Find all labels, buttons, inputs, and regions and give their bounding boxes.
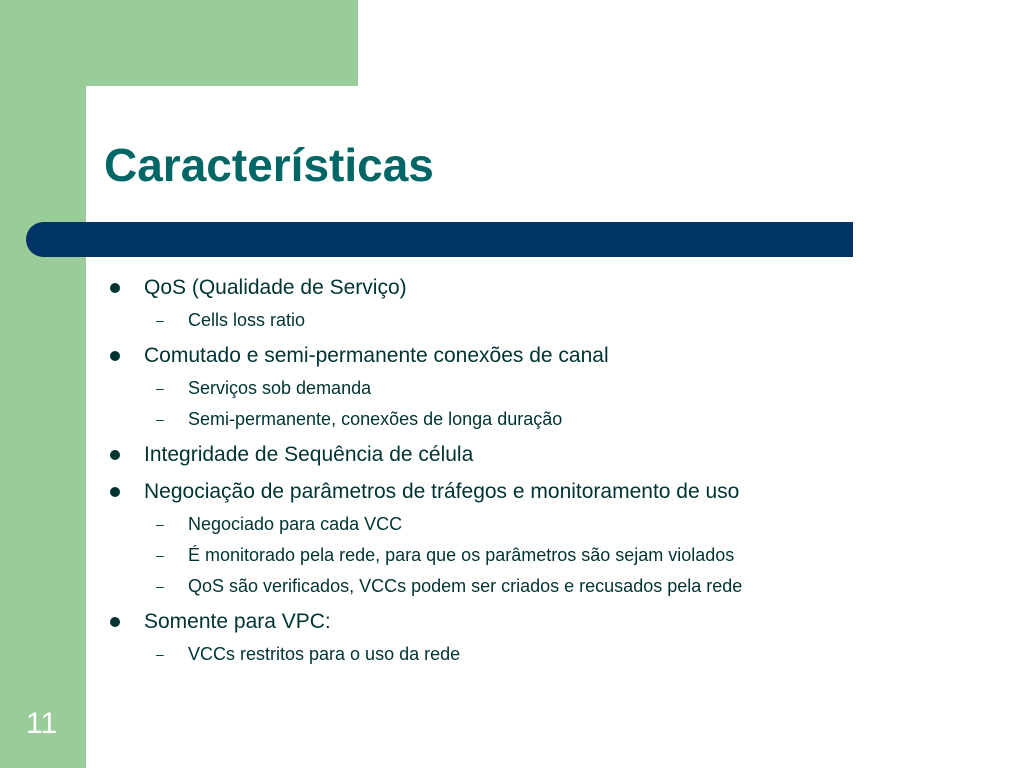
sub-bullet-item [104, 511, 1004, 538]
bullet-dot-icon [110, 351, 120, 361]
sub-bullet-item [104, 406, 1004, 433]
bullet-text: Negociação de parâmetros de tráfegos e monitoramento de uso [144, 480, 740, 503]
bullet-text: Somente para VPC: [144, 610, 331, 633]
dash-icon: – [156, 547, 164, 563]
bullet-text: Comutado e semi-permanente conexões de canal [144, 344, 609, 367]
bullet-item [104, 272, 1004, 303]
sub-bullet-text: É monitorado pela rede, para que os parâmetros são sejam violados [188, 545, 735, 565]
green-top-band [0, 0, 358, 86]
dash-icon: – [156, 312, 164, 328]
dash-icon: – [156, 380, 164, 396]
sub-bullet-item [104, 542, 1004, 569]
slide-number: 11 [26, 707, 58, 740]
bullet-text: QoS (Qualidade de Serviço) [144, 276, 407, 299]
sub-bullet-item [104, 375, 1004, 402]
bullet-dot-icon [110, 617, 120, 627]
sub-bullet-item [104, 641, 1004, 668]
green-side-band [0, 0, 86, 768]
bullet-dot-icon [110, 283, 120, 293]
dash-icon: – [156, 578, 164, 594]
bullet-list [104, 272, 1004, 668]
sub-bullet-item [104, 307, 1004, 334]
sub-bullet-text: Cells loss ratio [188, 310, 306, 330]
sub-bullet-text: QoS são verificados, VCCs podem ser criados e recusados pela rede [188, 576, 743, 596]
bullet-item [104, 340, 1004, 371]
bullet-item [104, 606, 1004, 637]
bullet-dot-icon [110, 450, 120, 460]
sub-bullet-item [104, 573, 1004, 600]
dash-icon: – [156, 516, 164, 532]
sub-bullet-text: Serviços sob demanda [188, 378, 372, 398]
dash-icon: – [156, 411, 164, 427]
dash-icon: – [156, 646, 164, 662]
title-underline-bar [26, 222, 853, 257]
bullet-dot-icon [110, 487, 120, 497]
sub-bullet-text: Negociado para cada VCC [188, 514, 403, 534]
sub-bullet-text: VCCs restritos para o uso da rede [188, 644, 461, 664]
slide-title: Características [104, 139, 434, 191]
bullet-item [104, 476, 1004, 507]
bullet-item [104, 439, 1004, 470]
bullet-text: Integridade de Sequência de célula [144, 443, 474, 466]
sub-bullet-text: Semi-permanente, conexões de longa duração [188, 409, 563, 429]
